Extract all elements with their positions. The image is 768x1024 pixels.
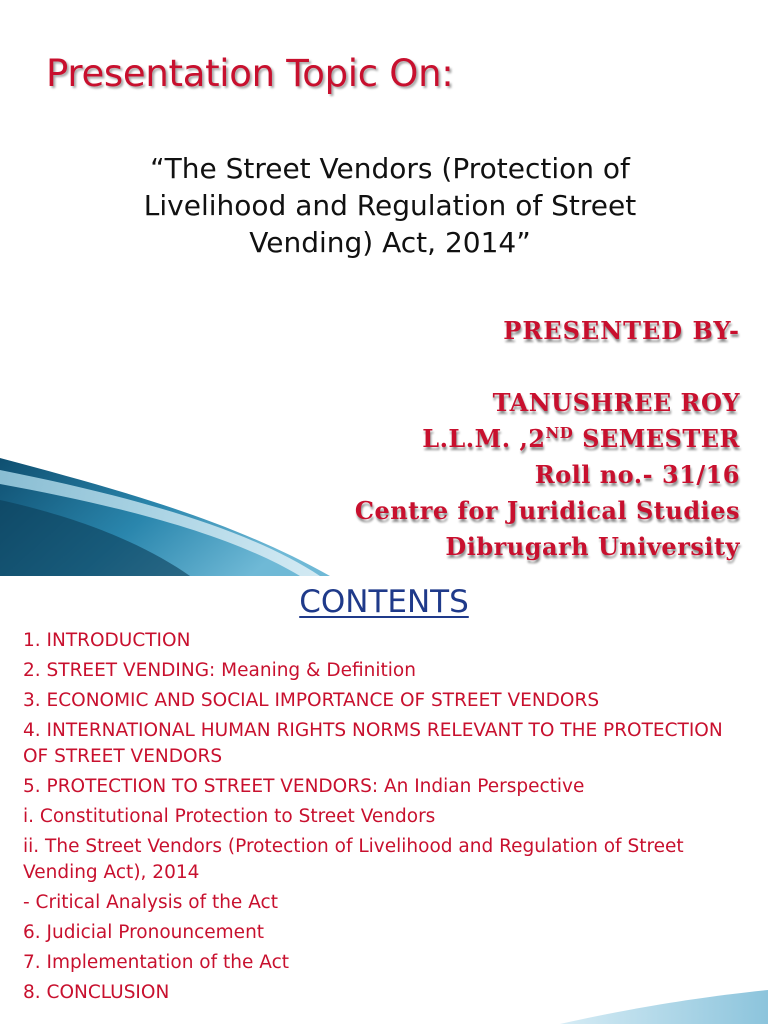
course-prefix: L.L.M. ,2 — [422, 424, 546, 453]
list-item: i. Constitutional Protection to Street Vendors — [23, 806, 436, 827]
presenter-course — [180, 424, 740, 453]
list-item: ii. The Street Vendors (Protection of Livelihood and Regulation of Street Vending Act), 2014 — [23, 836, 684, 883]
topic-line: Vending) Act, 2014” — [249, 226, 531, 259]
list-item: 3. ECONOMIC AND SOCIAL IMPORTANCE OF STREET VENDORS — [23, 690, 600, 711]
list-item: 4. INTERNATIONAL HUMAN RIGHTS NORMS RELEVANT TO THE PROTECTION OF STREET VENDORS — [23, 720, 723, 767]
presenter-department: Centre for Juridical Studies — [354, 496, 740, 525]
list-item: 2. STREET VENDING: Meaning & Definition — [23, 660, 416, 681]
list-item: 1. INTRODUCTION — [23, 630, 191, 651]
topic-line: Livelihood and Regulation of Street — [143, 189, 637, 222]
list-item: 6. Judicial Pronouncement — [23, 922, 265, 943]
course-superscript: ND — [545, 424, 574, 442]
list-item: 5. PROTECTION TO STREET VENDORS: An Indian Perspective — [23, 776, 585, 797]
topic-statement — [60, 150, 720, 261]
contents-title — [0, 584, 768, 620]
presenter-roll: Roll no.- 31/16 — [534, 460, 740, 489]
presenter-university: Dibrugarh University — [445, 532, 740, 561]
contents-title-text: CONTENTS — [299, 584, 469, 620]
list-item: 7. Implementation of the Act — [23, 952, 290, 973]
list-item: - Critical Analysis of the Act — [23, 892, 278, 913]
course-suffix: SEMESTER — [573, 424, 740, 453]
presenter-name: TANUSHREE ROY — [492, 388, 740, 417]
presented-by-label: PRESENTED BY- — [503, 316, 740, 345]
topic-line: “The Street Vendors (Protection of — [150, 152, 630, 185]
list-item: 8. CONCLUSION — [23, 982, 170, 1003]
presentation-title: Presentation Topic On: — [46, 52, 454, 95]
contents-slide — [0, 576, 768, 1024]
contents-list — [23, 628, 743, 1010]
